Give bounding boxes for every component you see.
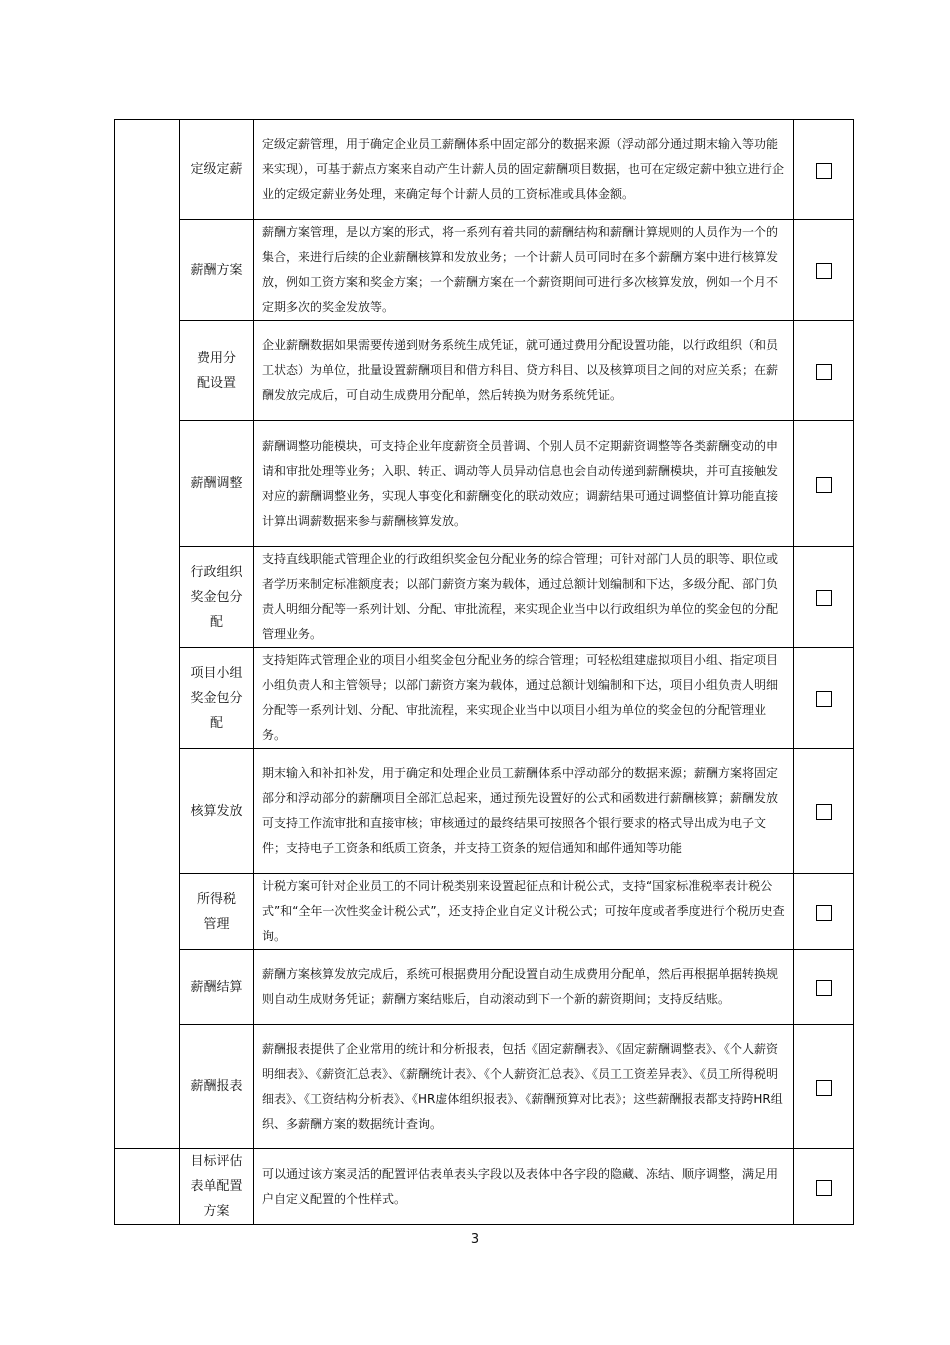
category-cell [115,120,180,1149]
table-row [115,950,854,1025]
feature-name: 行政组织奖金包分配 [180,547,254,648]
select-checkbox-cell[interactable] [794,874,854,950]
checkbox[interactable] [816,1080,832,1096]
select-checkbox-cell[interactable] [794,1025,854,1149]
select-checkbox-cell[interactable] [794,1149,854,1225]
feature-description: 薪酬方案管理，是以方案的形式，将一系列有着共同的薪酬结构和薪酬计算规则的人员作为一个的集合，来进行后续的企业薪酬核算和发放业务；一个计薪人员可同时在多个薪酬方案中进行核算发放，例如工资方案和奖金方案；一个薪酬方案在一个薪资期间可进行多次核算发放，例如一个月不定期多次的奖金发放等。 [254,220,794,321]
checkbox[interactable] [816,163,832,179]
feature-name: 费用分配设置 [180,321,254,421]
table-row [115,1025,854,1149]
feature-name: 薪酬结算 [180,950,254,1025]
feature-description: 薪酬报表提供了企业常用的统计和分析报表，包括《固定薪酬表》、《固定薪酬调整表》、《个人薪资明细表》、《薪资汇总表》、《薪酬统计表》、《个人薪资汇总表》、《员工工资差异表》、《员工所得税明细表》、《工资结构分析表》、《HR虚体组织报表》、《薪酬预算对比表》；这些薪酬报表都支持跨HR组织、多薪酬方案的数据统计查询。 [254,1025,794,1149]
table-row [115,648,854,749]
table-row [115,874,854,950]
select-checkbox-cell[interactable] [794,547,854,648]
feature-description: 期末输入和补扣补发，用于确定和处理企业员工薪酬体系中浮动部分的数据来源；薪酬方案将固定部分和浮动部分的薪酬项目全部汇总起来，通过预先设置好的公式和函数进行薪酬核算；薪酬发放可支持工作流审批和直接审核；审核通过的最终结果可按照各个银行要求的格式导出成为电子文件；支持电子工资条和纸质工资条，并支持工资条的短信通知和邮件通知等功能 [254,749,794,874]
select-checkbox-cell[interactable] [794,749,854,874]
table-row [115,1149,854,1225]
feature-description: 可以通过该方案灵活的配置评估表单表头字段以及表体中各字段的隐藏、冻结、顺序调整，满足用户自定义配置的个性样式。 [254,1149,794,1225]
feature-description: 薪酬方案核算发放完成后，系统可根据费用分配设置自动生成费用分配单，然后再根据单据转换规则自动生成财务凭证；薪酬方案结账后，自动滚动到下一个新的薪资期间；支持反结账。 [254,950,794,1025]
checkbox[interactable] [816,263,832,279]
feature-description: 定级定薪管理，用于确定企业员工薪酬体系中固定部分的数据来源（浮动部分通过期末输入等功能来实现），可基于薪点方案来自动产生计薪人员的固定薪酬项目数据，也可在定级定薪中独立进行企业的定级定薪业务处理，来确定每个计薪人员的工资标准或具体金额。 [254,120,794,220]
select-checkbox-cell[interactable] [794,220,854,321]
checkbox[interactable] [816,1180,832,1196]
checkbox[interactable] [816,691,832,707]
checkbox[interactable] [816,905,832,921]
feature-name: 所得税管理 [180,874,254,950]
feature-name: 核算发放 [180,749,254,874]
checkbox[interactable] [816,980,832,996]
category-cell [115,1149,180,1225]
feature-description: 计税方案可针对企业员工的不同计税类别来设置起征点和计税公式，支持“国家标准税率表计税公式”和“全年一次性奖金计税公式”，还支持企业自定义计税公式；可按年度或者季度进行个税历史查询。 [254,874,794,950]
feature-description: 支持矩阵式管理企业的项目小组奖金包分配业务的综合管理；可轻松组建虚拟项目小组、指定项目小组负责人和主管领导；以部门薪资方案为载体，通过总额计划编制和下达，项目小组负责人明细分配等一系列计划、分配、审批流程，来实现企业当中以项目小组为单位的奖金包的分配管理业务。 [254,648,794,749]
table-row [115,220,854,321]
select-checkbox-cell[interactable] [794,421,854,547]
checkbox[interactable] [816,804,832,820]
feature-table [114,119,854,1225]
checkbox[interactable] [816,477,832,493]
feature-name: 定级定薪 [180,120,254,220]
table-row [115,120,854,220]
table-row [115,547,854,648]
feature-name: 薪酬方案 [180,220,254,321]
table-row [115,321,854,421]
feature-description: 支持直线职能式管理企业的行政组织奖金包分配业务的综合管理；可针对部门人员的职等、职位或者学历来制定标准额度表；以部门薪资方案为载体，通过总额计划编制和下达，多级分配、部门负责人明细分配等一系列计划、分配、审批流程，来实现企业当中以行政组织为单位的奖金包的分配管理业务。 [254,547,794,648]
feature-description: 企业薪酬数据如果需要传递到财务系统生成凭证，就可通过费用分配设置功能，以行政组织（和员工状态）为单位，批量设置薪酬项目和借方科目、贷方科目、以及核算项目之间的对应关系；在薪酬发放完成后，可自动生成费用分配单，然后转换为财务系统凭证。 [254,321,794,421]
feature-name: 薪酬调整 [180,421,254,547]
select-checkbox-cell[interactable] [794,321,854,421]
select-checkbox-cell[interactable] [794,950,854,1025]
page-number: 3 [470,1232,480,1247]
feature-name: 项目小组奖金包分配 [180,648,254,749]
feature-description: 薪酬调整功能模块，可支持企业年度薪资全员普调、个别人员不定期薪资调整等各类薪酬变动的申请和审批处理等业务；入职、转正、调动等人员异动信息也会自动传递到薪酬模块，并可直接触发对应的薪酬调整业务，实现人事变化和薪酬变化的联动效应；调薪结果可通过调整值计算功能直接计算出调薪数据来参与薪酬核算发放。 [254,421,794,547]
checkbox[interactable] [816,364,832,380]
feature-name: 目标评估表单配置方案 [180,1149,254,1225]
select-checkbox-cell[interactable] [794,648,854,749]
checkbox[interactable] [816,590,832,606]
table-row [115,421,854,547]
feature-name: 薪酬报表 [180,1025,254,1149]
table-row [115,749,854,874]
select-checkbox-cell[interactable] [794,120,854,220]
